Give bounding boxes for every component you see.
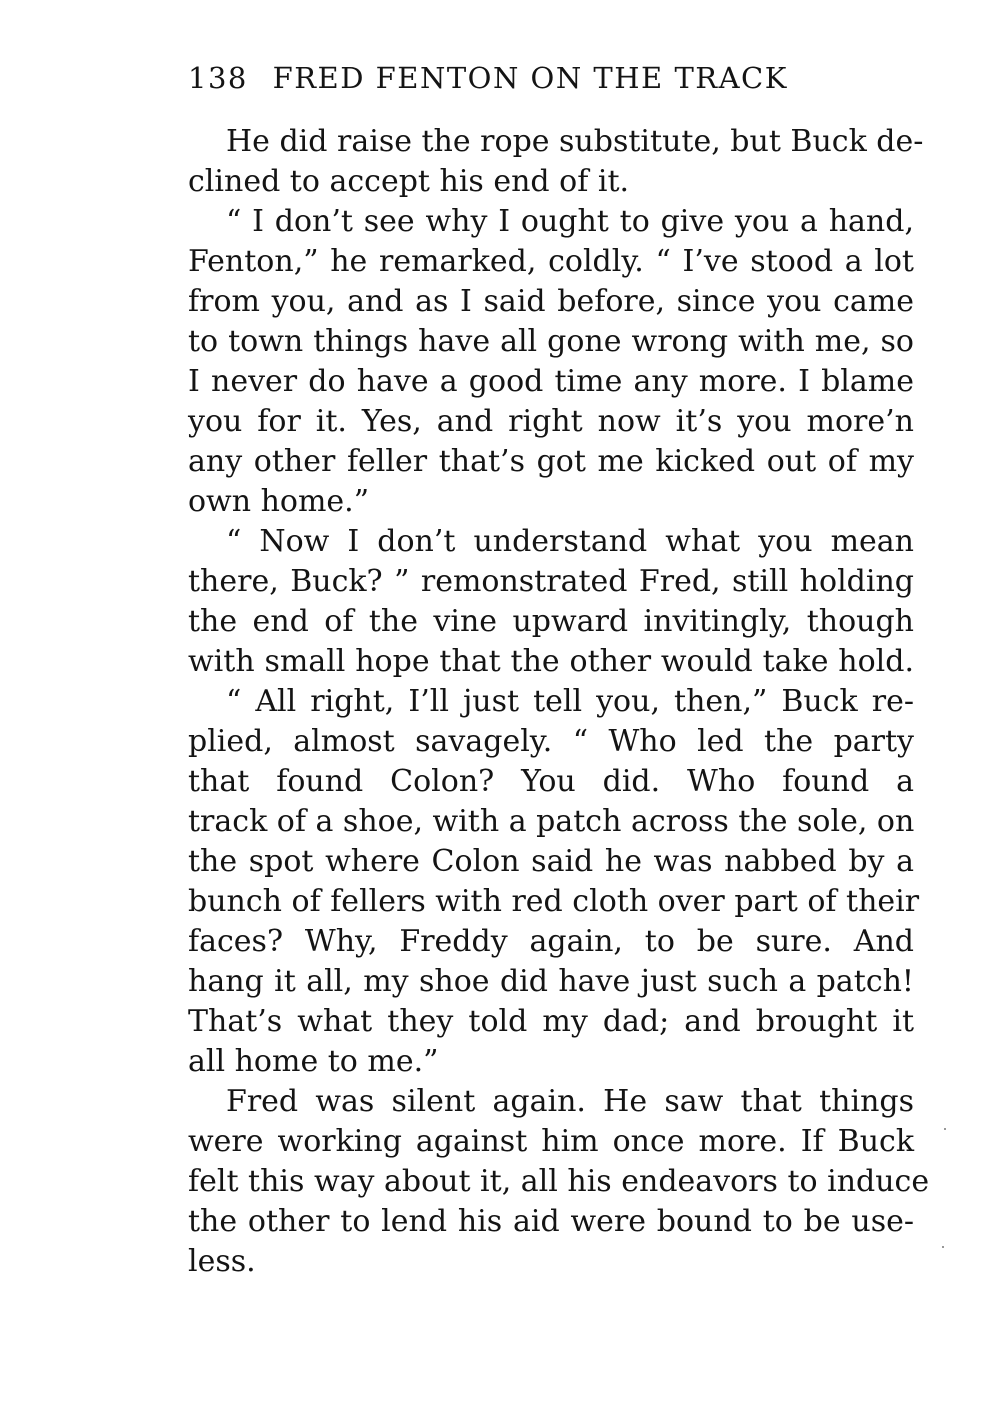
text-line: Fenton,” he remarked, coldly. “ I’ve stood a lot	[188, 244, 914, 279]
text-line: felt this way about it, all his endeavors to induce	[188, 1164, 930, 1199]
text-line: with small hope that the other would take hold.	[188, 644, 914, 679]
text-line: He did raise the rope substitute, but Buck de-	[226, 124, 924, 159]
page-number: 138	[188, 61, 248, 95]
text-line: plied, almost savagely. “ Who led the party	[188, 724, 914, 759]
text-line: the other to lend his aid were bound to be use-	[188, 1204, 914, 1239]
text-line: were working against him once more. If Buck	[188, 1124, 914, 1159]
running-head	[188, 58, 848, 98]
text-line: “ All right, I’ll just tell you, then,” Buck re-	[226, 684, 914, 719]
text-line: the end of the vine upward invitingly, though	[188, 604, 914, 639]
text-line: from you, and as I said before, since you came	[188, 284, 914, 319]
text-line: any other feller that’s got me kicked out of my	[188, 444, 914, 479]
text-line: bunch of fellers with red cloth over part of their	[188, 884, 920, 919]
text-line: faces? Why, Freddy again, to be sure. And	[188, 924, 914, 959]
text-line: own home.”	[188, 484, 370, 519]
text-line: clined to accept his end of it.	[188, 164, 630, 199]
margin-speck	[942, 1246, 944, 1248]
text-line: “ Now I don’t understand what you mean	[226, 524, 914, 559]
text-line: that found Colon? You did. Who found a	[188, 764, 914, 799]
text-line: all home to me.”	[188, 1044, 439, 1079]
body-text	[188, 122, 930, 1282]
text-line: I never do have a good time any more. I blame	[188, 364, 914, 399]
text-line: That’s what they told my dad; and brought it	[188, 1004, 914, 1039]
text-line: track of a shoe, with a patch across the sole, on	[188, 804, 915, 839]
text-line: Fred was silent again. He saw that things	[226, 1084, 914, 1119]
text-line: less.	[188, 1244, 256, 1279]
margin-speck	[944, 1128, 946, 1130]
text-line: the spot where Colon said he was nabbed by a	[188, 844, 914, 879]
running-title: FRED FENTON ON THE TRACK	[272, 61, 788, 95]
text-line: there, Buck? ” remonstrated Fred, still holding	[188, 564, 914, 599]
text-line: to town things have all gone wrong with me, so	[188, 324, 914, 359]
text-line: “ I don’t see why I ought to give you a hand,	[226, 204, 914, 239]
text-line: you for it. Yes, and right now it’s you more’n	[188, 404, 914, 439]
text-line: hang it all, my shoe did have just such a patch!	[188, 964, 914, 999]
